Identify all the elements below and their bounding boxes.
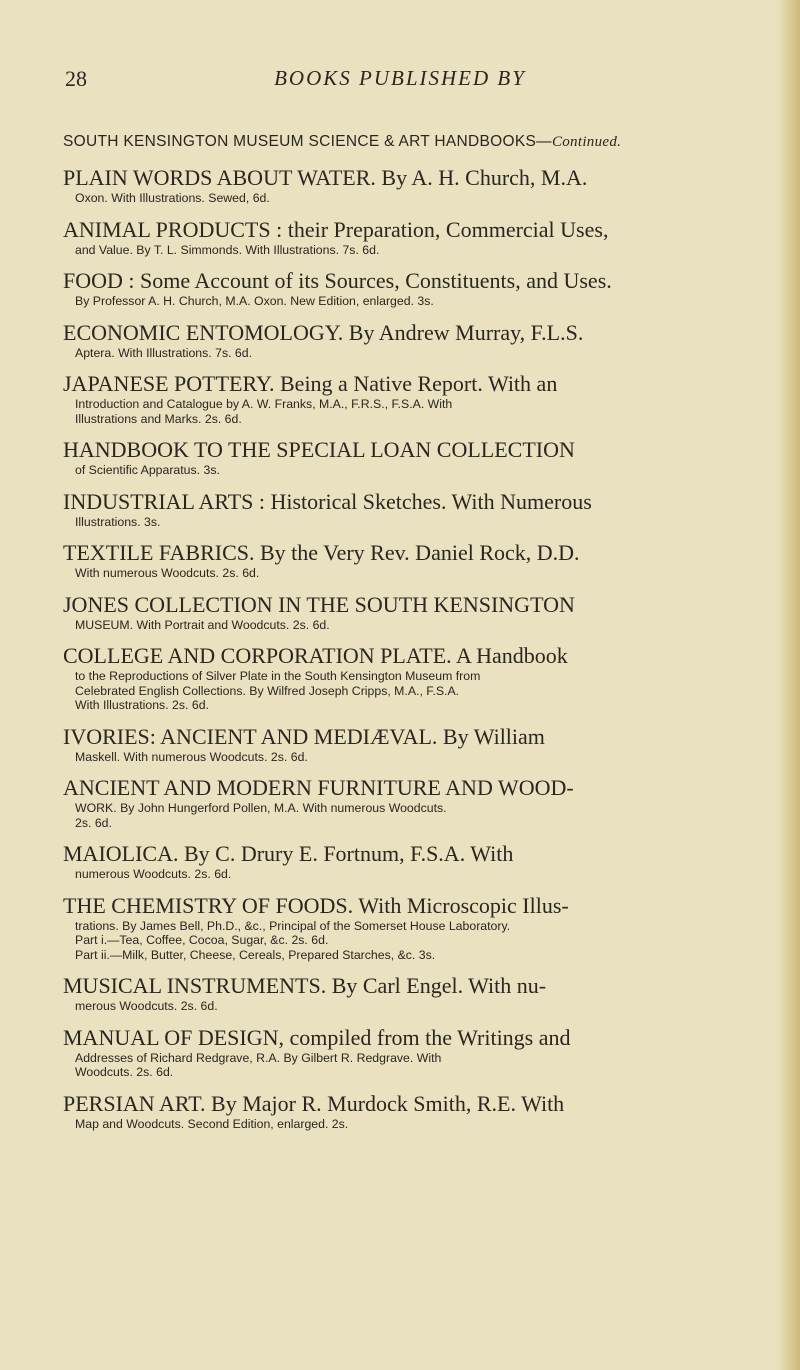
running-head: BOOKS PUBLISHED BY xyxy=(274,66,526,90)
book-entry xyxy=(63,841,741,882)
book-detail-line: Aptera. With Illustrations. 7s. 6d. xyxy=(75,345,253,360)
book-entry xyxy=(63,489,741,530)
book-title: ANIMAL PRODUCTS : their Preparation, Commercial Uses, xyxy=(63,216,609,242)
book-detail-line: Part i.—Tea, Coffee, Cocoa, Sugar, &c. 2s. 6d. xyxy=(75,933,329,947)
book-entry xyxy=(63,320,741,361)
book-title: PERSIAN ART. By Major R. Murdock Smith, R.E. With xyxy=(63,1090,565,1116)
book-list xyxy=(63,165,741,1142)
book-title: ANCIENT AND MODERN FURNITURE AND WOOD- xyxy=(63,775,574,800)
book-detail-line: With Illustrations. 2s. 6d. xyxy=(75,698,209,712)
book-title: THE CHEMISTRY OF FOODS. With Microscopic Illus- xyxy=(63,892,569,918)
book-entry xyxy=(63,540,741,581)
book-detail-line: Maskell. With numerous Woodcuts. 2s. 6d. xyxy=(75,749,308,764)
book-detail-line: Part ii.—Milk, Butter, Cheese, Cereals, Prepared Starches, &c. 3s. xyxy=(75,947,436,962)
book-detail-line: merous Woodcuts. 2s. 6d. xyxy=(75,999,218,1013)
book-detail-line: Woodcuts. 2s. 6d. xyxy=(75,1065,174,1079)
book-entry xyxy=(63,217,741,258)
book-title: COLLEGE AND CORPORATION PLATE. A Handbook xyxy=(63,643,568,668)
book-title: MANUAL OF DESIGN, compiled from the Writings and xyxy=(63,1024,571,1050)
book-detail-line: to the Reproductions of Silver Plate in the South Kensington Museum from xyxy=(75,669,481,683)
book-detail-line: Oxon. With Illustrations. Sewed, 6d. xyxy=(75,191,270,205)
book-detail-line: 2s. 6d. xyxy=(75,815,112,830)
book-detail-line: Illustrations. 3s. xyxy=(75,514,161,529)
book-detail-line: Celebrated English Collections. By Wilfred Joseph Cripps, M.A., F.S.A. xyxy=(75,683,460,698)
book-detail-line: Introduction and Catalogue by A. W. Franks, M.A., F.R.S., F.S.A. With xyxy=(75,397,453,411)
page-header xyxy=(0,66,800,96)
book-entry xyxy=(63,1091,741,1132)
book-entry xyxy=(63,643,741,713)
book-title: ECONOMIC ENTOMOLOGY. By Andrew Murray, F.L.S. xyxy=(63,319,584,345)
book-title: MUSICAL INSTRUMENTS. By Carl Engel. With nu- xyxy=(63,973,547,998)
book-title: HANDBOOK TO THE SPECIAL LOAN COLLECTION xyxy=(63,437,575,462)
book-entry xyxy=(63,973,741,1014)
book-title: INDUSTRIAL ARTS : Historical Sketches. With Numerous xyxy=(63,488,592,514)
book-entry xyxy=(63,893,741,963)
book-entry xyxy=(63,775,741,830)
book-title: MAIOLICA. By C. Drury E. Fortnum, F.S.A. With xyxy=(63,841,514,866)
book-title: JAPANESE POTTERY. Being a Native Report. With an xyxy=(63,371,558,396)
series-heading xyxy=(63,133,743,151)
series-heading-main: SOUTH KENSINGTON MUSEUM SCIENCE & ART HANDBOOKS— xyxy=(63,133,552,150)
book-title: FOOD : Some Account of its Sources, Constituents, and Uses. xyxy=(63,268,612,293)
book-title: JONES COLLECTION IN THE SOUTH KENSINGTON xyxy=(63,591,575,617)
book-detail-line: and Value. By T. L. Simmonds. With Illustrations. 7s. 6d. xyxy=(75,242,380,257)
page-edge xyxy=(778,0,800,1370)
series-heading-continued: Continued. xyxy=(551,134,622,150)
book-title: PLAIN WORDS ABOUT WATER. By A. H. Church, M.A. xyxy=(63,165,588,190)
book-detail-line: Addresses of Richard Redgrave, R.A. By Gilbert R. Redgrave. With xyxy=(75,1050,442,1065)
book-detail-line: numerous Woodcuts. 2s. 6d. xyxy=(75,867,232,881)
book-detail-line: By Professor A. H. Church, M.A. Oxon. New Edition, enlarged. 3s. xyxy=(75,294,434,308)
book-detail-line: of Scientific Apparatus. 3s. xyxy=(75,463,220,477)
book-entry xyxy=(63,592,741,633)
book-entry xyxy=(63,165,741,206)
book-detail-line: MUSEUM. With Portrait and Woodcuts. 2s. 6d. xyxy=(75,617,330,632)
book-title: TEXTILE FABRICS. By the Very Rev. Daniel Rock, D.D. xyxy=(63,540,580,565)
book-entry xyxy=(63,1025,741,1080)
book-entry xyxy=(63,268,741,309)
book-detail-line: Illustrations and Marks. 2s. 6d. xyxy=(75,411,242,426)
book-detail-line: WORK. By John Hungerford Pollen, M.A. With numerous Woodcuts. xyxy=(75,801,447,815)
book-detail-line: trations. By James Bell, Ph.D., &c., Principal of the Somerset House Laboratory. xyxy=(75,918,511,933)
page-number: 28 xyxy=(65,66,87,91)
book-title: IVORIES: ANCIENT AND MEDIÆVAL. By William xyxy=(63,723,545,749)
book-detail-line: Map and Woodcuts. Second Edition, enlarged. 2s. xyxy=(75,1116,349,1131)
book-entry xyxy=(63,724,741,765)
book-entry xyxy=(63,371,741,426)
book-entry xyxy=(63,437,741,478)
book-detail-line: With numerous Woodcuts. 2s. 6d. xyxy=(75,566,260,580)
